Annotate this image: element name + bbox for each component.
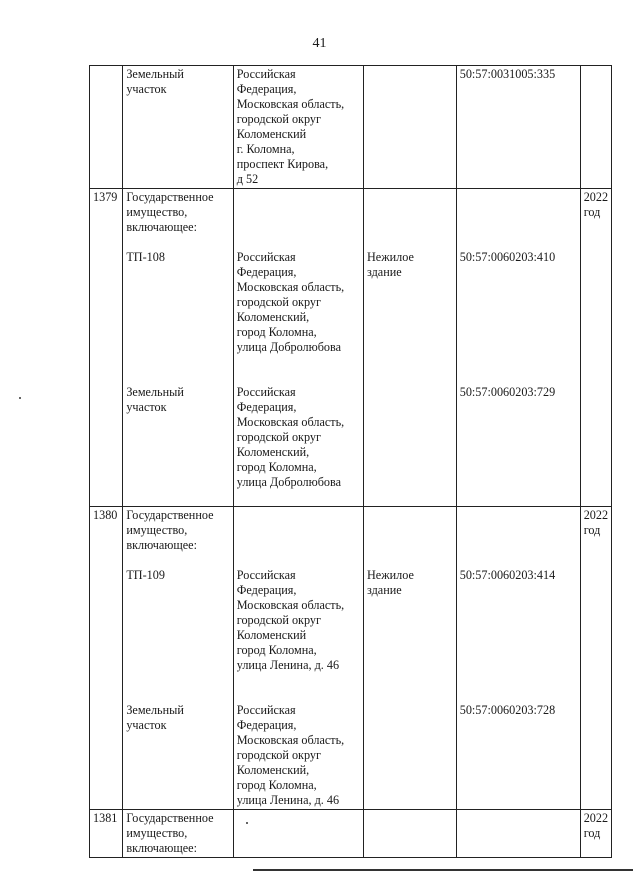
- cadastral-number: 50:57:0031005:335: [459, 67, 556, 81]
- table-row: [90, 66, 612, 189]
- row-number-cell: [90, 810, 123, 858]
- object-type-cell: [364, 66, 457, 189]
- group-header-line: имущество,: [126, 205, 188, 219]
- address-line: Коломенский,: [236, 445, 310, 459]
- address-line: Федерация,: [236, 718, 297, 732]
- group-header-line: Государственное: [126, 811, 214, 825]
- address-line: городской округ: [236, 613, 322, 627]
- object-name-cell: [123, 66, 233, 189]
- scan-speck: [19, 397, 21, 399]
- cadastral-number-cell: [456, 189, 580, 507]
- address-line: город Коломна,: [236, 325, 317, 339]
- address-line: Российская: [236, 703, 296, 717]
- group-header-line: Государственное: [126, 508, 214, 522]
- object-name-line: ТП-108: [126, 250, 165, 264]
- address-line: Московская область,: [236, 280, 345, 294]
- address-line: Московская область,: [236, 598, 345, 612]
- row-number-cell: [90, 507, 123, 810]
- object-type-cell: [364, 810, 457, 858]
- object-type-line: Нежилое: [367, 568, 414, 582]
- object-name-line: участок: [126, 718, 167, 732]
- address-line: Российская: [236, 250, 296, 264]
- year-cell: [580, 810, 611, 858]
- address-line: улица Добролюбова: [236, 475, 342, 489]
- year-cell: [580, 507, 611, 810]
- table-row: [90, 189, 612, 507]
- address-line: городской округ: [236, 748, 322, 762]
- address-cell: [233, 66, 363, 189]
- object-name-cell: [123, 810, 233, 858]
- address-line: Федерация,: [236, 583, 297, 597]
- cadastral-number-cell: [456, 507, 580, 810]
- address-line: Коломенский: [236, 628, 307, 642]
- address-line: город Коломна,: [236, 643, 317, 657]
- row-number-cell: [90, 66, 123, 189]
- group-header-line: включающее:: [126, 538, 197, 552]
- address-line: Московская область,: [236, 733, 345, 747]
- address-line: улица Добролюбова: [236, 340, 342, 354]
- address-line: Коломенский,: [236, 763, 310, 777]
- table-row: [90, 810, 612, 858]
- address-line: улица Ленина, д. 46: [236, 793, 340, 807]
- group-header-line: имущество,: [126, 826, 188, 840]
- address-line: Московская область,: [236, 97, 345, 111]
- property-register-table: [89, 65, 612, 858]
- object-name-cell: [123, 507, 233, 810]
- object-type-line: Нежилое: [367, 250, 414, 264]
- object-name-line: Земельный: [126, 67, 184, 81]
- group-header-line: включающее:: [126, 220, 197, 234]
- page-number: 41: [312, 36, 327, 51]
- address-line: городской округ: [236, 112, 322, 126]
- year-value: 2022: [583, 811, 609, 825]
- address-line: город Коломна,: [236, 460, 317, 474]
- address-line: проспект Кирова,: [236, 157, 329, 171]
- address-line: Российская: [236, 568, 296, 582]
- scan-speck: [246, 822, 248, 824]
- object-type-cell: [364, 507, 457, 810]
- object-name-line: участок: [126, 400, 167, 414]
- cadastral-number-cell: [456, 810, 580, 858]
- address-line: Коломенский: [236, 127, 307, 141]
- address-line: д 52: [236, 172, 259, 186]
- address-cell: [233, 810, 363, 858]
- table-row: [90, 507, 612, 810]
- address-cell: [233, 507, 363, 810]
- year-unit: год: [583, 523, 601, 537]
- cadastral-number: 50:57:0060203:728: [459, 703, 556, 717]
- address-line: улица Ленина, д. 46: [236, 658, 340, 672]
- object-name-line: участок: [126, 82, 167, 96]
- year-cell: [580, 189, 611, 507]
- address-line: Коломенский,: [236, 310, 310, 324]
- address-line: Федерация,: [236, 400, 297, 414]
- address-cell: [233, 189, 363, 507]
- address-line: городской округ: [236, 430, 322, 444]
- address-line: городской округ: [236, 295, 322, 309]
- cadastral-number: 50:57:0060203:414: [459, 568, 556, 582]
- address-line: Федерация,: [236, 265, 297, 279]
- object-name-line: Земельный: [126, 703, 184, 717]
- row-number: 1380: [93, 508, 118, 522]
- row-number: 1379: [93, 190, 118, 204]
- object-type-cell: [364, 189, 457, 507]
- object-type-line: здание: [367, 583, 402, 597]
- address-line: Московская область,: [236, 415, 345, 429]
- row-number: 1381: [93, 811, 118, 825]
- address-line: г. Коломна,: [236, 142, 295, 156]
- year-cell: [580, 66, 611, 189]
- year-unit: год: [583, 826, 601, 840]
- address-line: Российская: [236, 67, 296, 81]
- group-header-line: имущество,: [126, 523, 188, 537]
- address-line: Российская: [236, 385, 296, 399]
- cadastral-number: 50:57:0060203:410: [459, 250, 556, 264]
- cadastral-number-cell: [456, 66, 580, 189]
- row-number-cell: [90, 189, 123, 507]
- object-name-line: ТП-109: [126, 568, 165, 582]
- bottom-rule: [253, 869, 633, 871]
- address-line: город Коломна,: [236, 778, 317, 792]
- cadastral-number: 50:57:0060203:729: [459, 385, 556, 399]
- address-line: Федерация,: [236, 82, 297, 96]
- object-name-cell: [123, 189, 233, 507]
- group-header-line: Государственное: [126, 190, 214, 204]
- object-name-line: Земельный: [126, 385, 184, 399]
- year-unit: год: [583, 205, 601, 219]
- year-value: 2022: [583, 508, 609, 522]
- year-value: 2022: [583, 190, 609, 204]
- group-header-line: включающее:: [126, 841, 197, 855]
- object-type-line: здание: [367, 265, 402, 279]
